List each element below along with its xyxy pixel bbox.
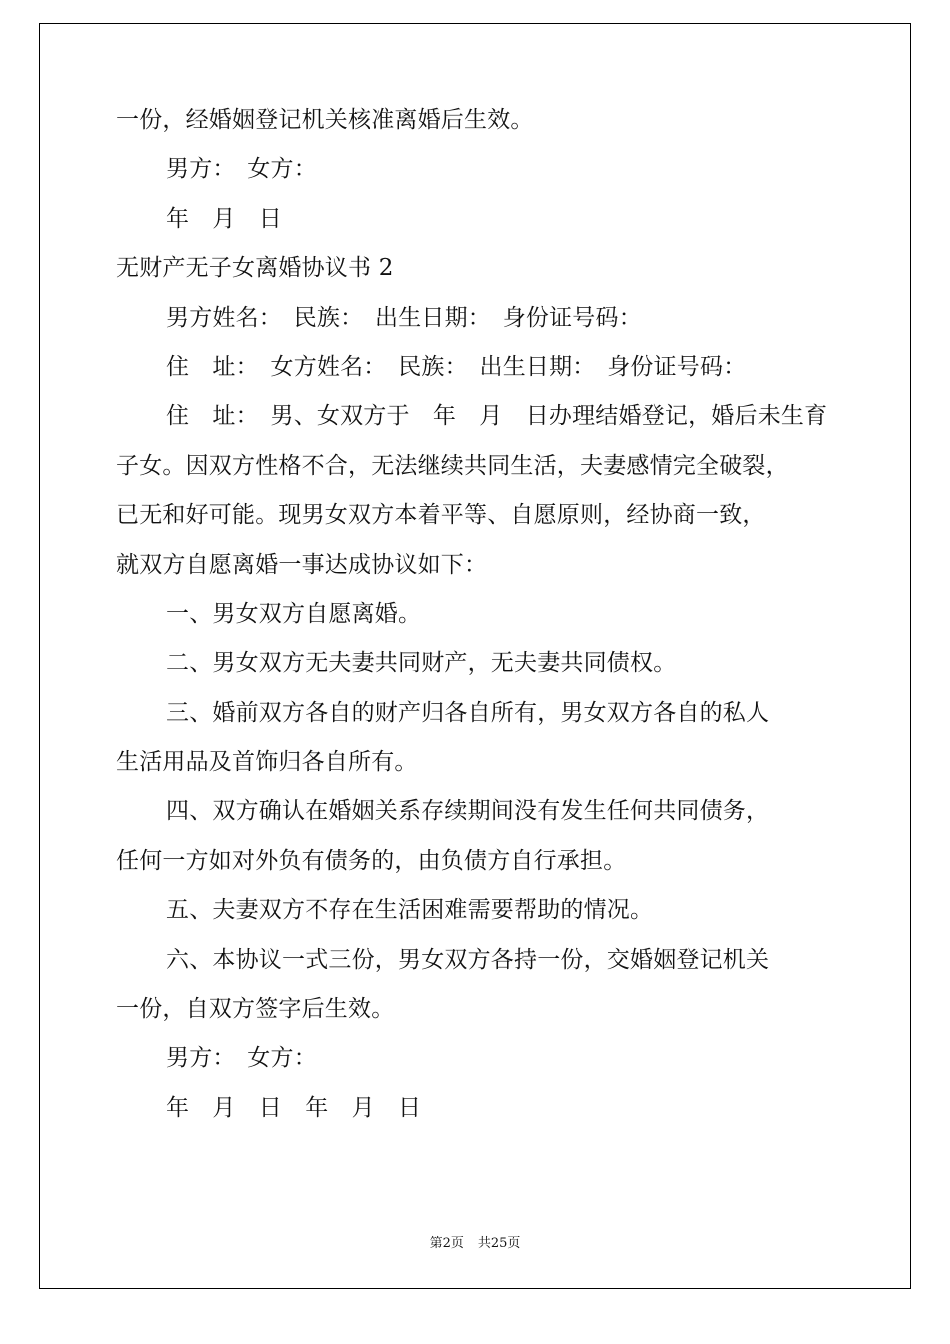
- signature-line: 男方： 女方：: [166, 1045, 317, 1072]
- page-number-current: 第2页: [429, 1236, 464, 1251]
- page-footer: [0, 1232, 950, 1251]
- body-line: 就双方自愿离婚一事达成协议如下：: [116, 551, 488, 578]
- clause-1: 一、男女双方自愿离婚。: [166, 600, 422, 627]
- document-body: [116, 96, 840, 1133]
- clause-4: 四、双方确认在婚姻关系存续期间没有发生任何共同债务，: [166, 798, 770, 825]
- body-line: 子女。因双方性格不合，无法继续共同生活，夫妻感情完全破裂，: [116, 452, 789, 479]
- body-line: 住 址： 男、女双方于 年 月 日办理结婚登记，婚后未生育: [166, 403, 828, 430]
- female-info-line: 住 址： 女方姓名： 民族： 出生日期： 身份证号码：: [166, 353, 747, 380]
- clause-5: 五、夫妻双方不存在生活困难需要帮助的情况。: [166, 897, 654, 924]
- clause-2: 二、男女双方无夫妻共同财产，无夫妻共同债权。: [166, 650, 677, 677]
- signature-line: 男方： 女方：: [166, 156, 317, 183]
- body-line: 一份，经婚姻登记机关核准离婚后生效。: [116, 107, 534, 133]
- clause-3: 三、婚前双方各自的财产归各自所有，男女双方各自的私人: [166, 699, 770, 726]
- date-line: 年 月 日: [166, 205, 282, 232]
- date-line: 年 月 日 年 月 日: [166, 1094, 422, 1121]
- page-number-total: 共25页: [477, 1236, 521, 1251]
- clause-4-cont: 任何一方如对外负有债务的，由负债方自行承担。: [116, 847, 627, 874]
- male-info-line: 男方姓名： 民族： 出生日期： 身份证号码：: [166, 304, 642, 331]
- body-line: 已无和好可能。现男女双方本着平等、自愿原则，经协商一致，: [116, 502, 766, 529]
- clause-3-cont: 生活用品及首饰归各自所有。: [116, 749, 418, 776]
- clause-6: 六、本协议一式三份，男女双方各持一份，交婚姻登记机关: [166, 946, 770, 973]
- clause-6-cont: 一份，自双方签字后生效。: [116, 996, 395, 1023]
- section-title: 无财产无子女离婚协议书 2: [116, 255, 394, 282]
